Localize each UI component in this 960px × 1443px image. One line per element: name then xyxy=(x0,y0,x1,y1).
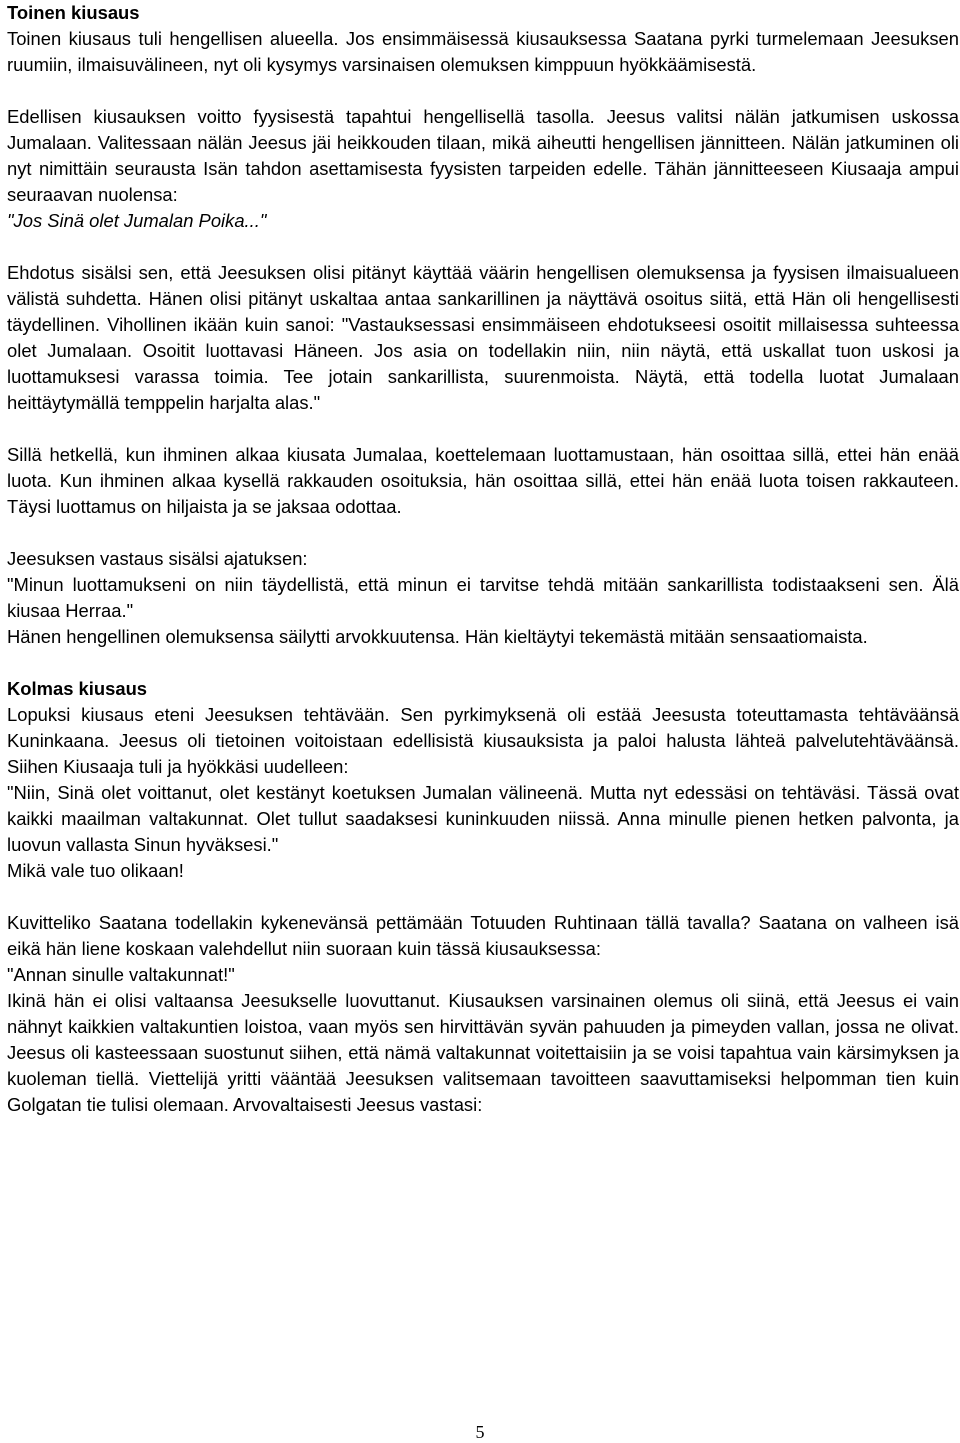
paragraph-gap xyxy=(7,416,959,442)
paragraph-mika-vale: Mikä vale tuo olikaan! xyxy=(7,860,184,881)
section-heading-toinen-kiusaus: Toinen kiusaus xyxy=(7,2,140,23)
paragraph-hengellinen-olemus: Hänen hengellinen olemuksensa säilytti arvokkuutensa. Hän kieltäytyi tekemästä mitään sensaatiomaista. xyxy=(7,626,868,647)
paragraph-gap xyxy=(7,650,959,676)
section-heading-kolmas-kiusaus: Kolmas kiusaus xyxy=(7,678,148,699)
paragraph-ikina: Ikinä hän ei olisi valtaansa Jeesukselle luovuttanut. Kiusauksen varsinainen olemus oli siinä, että Jeesus ei vain nähnyt kaikkien valtakuntien loistoa, vaan myös sen hirvittävän syvän pahuuden ja pimeyden vallan, jossa ne olivat. Jeesus oli kasteessaan suostunut siihen, että nämä valtakunnat voitettaisiin ja se voisi tapahtua vain kärsimyksen ja kuoleman tiellä. Viettelijä yritti vääntää Jeesuksen valitsemaan tavoitteen saavuttamiseksi helpomman tien kuin Golgatan tie tulisi olemaan. Arvovaltaisesti Jeesus vastasi: xyxy=(7,990,959,1115)
paragraph-silla-hetkella: Sillä hetkellä, kun ihminen alkaa kiusata Jumalaa, koettelemaan luottamustaan, hän osoittaa sillä, ettei hän enää luota. Kun ihminen alkaa kysellä rakkauden osoituksia, hän osoittaa sillä, ettei hän enää luota toisen rakkauteen. Täysi luottamus on hiljaista ja se jaksaa odottaa. xyxy=(7,444,959,517)
quote-minun-luottamukseni: "Minun luottamukseni on niin täydellistä, että minun ei tarvitse tehdä mitään sankarillista todistaakseni sen. Älä kiusaa Herraa." xyxy=(7,574,959,621)
quote-annan-sinulle: "Annan sinulle valtakunnat!" xyxy=(7,964,235,985)
paragraph-gap xyxy=(7,520,959,546)
quote-niin-sina-olet: "Niin, Sinä olet voittanut, olet kestänyt koetuksen Jumalan välineenä. Mutta nyt edessäsi on tehtäväsi. Tässä ovat kaikki maailman valtakunnat. Olet tullut saadaksesi kuninkuuden niissä. Anna minulle pienen hetken palvonta, ja luovun vallasta Sinun hyväksesi." xyxy=(7,782,959,855)
paragraph-ehdotus: Ehdotus sisälsi sen, että Jeesuksen olisi pitänyt käyttää väärin hengellisen olemuksensa ja fyysisen ilmaisualueen välistä suhdetta. Hänen olisi pitänyt uskaltaa antaa sankarillinen ja näyttävä osoitus siitä, että Hän oli hengellisesti täydellinen. Vihollinen ikään kuin sanoi: "Vastauksessasi ensimmäiseen ehdotukseesi osoitit millaisessa suhteessa olet Jumalaan. Osoitit luottavasi Häneen. Jos asia on todellakin niin, niin näytä, että uskallat tuon uskosi ja luottamuksesi varassa toimia. Tee jotain sankarillista, suurenmoista. Näytä, että todella luotat Jumalaan heittäytymällä temppelin harjalta alas." xyxy=(7,262,959,413)
quote-jos-sina-olet: "Jos Sinä olet Jumalan Poika..." xyxy=(7,210,267,231)
paragraph-gap xyxy=(7,884,959,910)
paragraph-gap xyxy=(7,234,959,260)
paragraph-intro: Toinen kiusaus tuli hengellisen alueella. Jos ensimmäisessä kiusauksessa Saatana pyrki turmelemaan Jeesuksen ruumiin, ilmaisuvälineen, nyt oli kysymys varsinaisen olemuksen kimppuun hyökkäämisestä. xyxy=(7,28,959,75)
page-number: 5 xyxy=(475,1422,485,1442)
paragraph-kuvitteliko: Kuvitteliko Saatana todellakin kykenevänsä pettämään Totuuden Ruhtinaan tällä tavalla? Saatana on valheen isä eikä hän liene koskaan valehdellut niin suoraan kuin tässä kiusauksessa: xyxy=(7,912,959,959)
paragraph-lopuksi: Lopuksi kiusaus eteni Jeesuksen tehtävään. Sen pyrkimyksenä oli estää Jeesusta toteuttamasta tehtäväänsä Kuninkaana. Jeesus oli tietoinen voitoistaan edellisistä kiusauksista ja paloi halusta lähteä palvelutehtäväänsä. Siihen Kiusaaja tuli ja hyökkäsi uudelleen: xyxy=(7,704,959,777)
paragraph-edellisen-kiusauksen: Edellisen kiusauksen voitto fyysisestä tapahtui hengellisellä tasolla. Jeesus valitsi nälän jatkumisen uskossa Jumalaan. Valitessaan nälän Jeesus jäi heikkouden tilaan, mikä aiheutti hengellisen jännitteen. Nälän jatkuminen oli nyt nimittäin seurausta Isän tahdon asettamisesta fyysisten tarpeiden edelle. Tähän jännitteeseen Kiusaaja ampui seuraavan nuolensa: xyxy=(7,106,959,205)
paragraph-gap xyxy=(7,78,959,104)
paragraph-jeesuksen-vastaus-intro: Jeesuksen vastaus sisälsi ajatuksen: xyxy=(7,548,308,569)
document-page xyxy=(7,0,959,1118)
